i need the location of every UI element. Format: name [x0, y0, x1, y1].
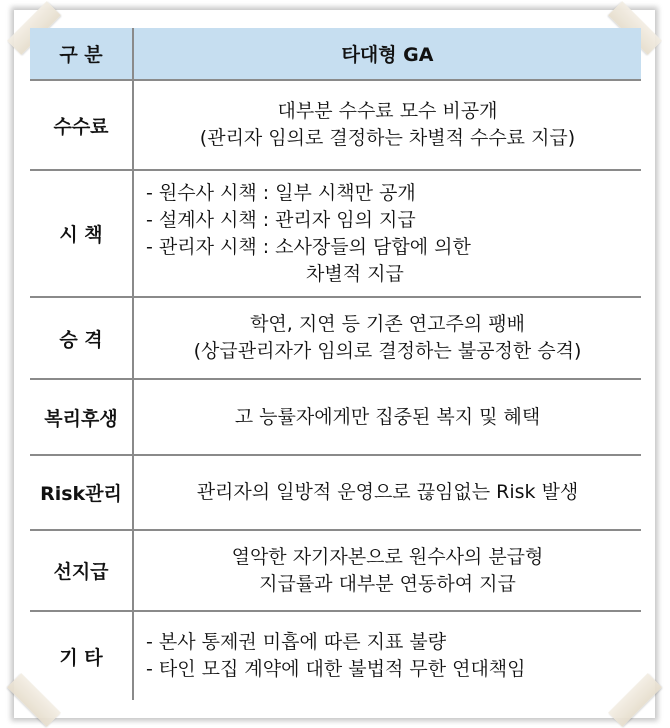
- row-description: [133, 297, 641, 379]
- description-line: 열악한 자기자본으로 원수사의 분급형: [231, 545, 544, 568]
- description-line: (관리자 임의로 결정하는 차별적 수수료 지급): [199, 127, 576, 149]
- table-row: [30, 611, 641, 700]
- table-row: [30, 297, 641, 379]
- description-line: 지급률과 대부분 연동하여 지급: [259, 572, 516, 595]
- table-row: [30, 530, 641, 611]
- row-category: 복리후생: [30, 379, 133, 455]
- description-line: - 설계사 시책 : 관리자 임의 지급: [146, 208, 416, 231]
- row-category: Risk관리: [30, 455, 133, 530]
- header-row: [30, 28, 641, 80]
- table-row: [30, 379, 641, 455]
- row-description: [133, 455, 641, 530]
- row-category: 승 격: [30, 297, 133, 379]
- description-line: - 본사 통제권 미흡에 따른 지표 불량: [146, 631, 447, 653]
- description-line: 고 능률자에게만 집중된 복지 및 혜택: [234, 405, 541, 428]
- description-line: 차별적 지급: [306, 262, 404, 285]
- description-line: 대부분 수수료 모수 비공개: [277, 100, 498, 122]
- description-line: 관리자의 일방적 운영으로 끊임없는 Risk 발생: [196, 481, 579, 503]
- row-description: [133, 170, 641, 297]
- description-line: 학연, 지연 등 기존 연고주의 팽배: [250, 313, 525, 335]
- row-category: 기 타: [30, 611, 133, 700]
- row-category: 시 책: [30, 170, 133, 297]
- row-category: 수수료: [30, 80, 133, 170]
- description-line: - 타인 모집 계약에 대한 불법적 무한 연대책임: [146, 658, 526, 680]
- description-line: - 원수사 시책 : 일부 시책만 공개: [146, 181, 416, 204]
- table-row: [30, 170, 641, 297]
- row-description: [133, 611, 641, 700]
- comparison-table: [30, 28, 641, 700]
- row-description: [133, 80, 641, 170]
- row-description: [133, 379, 641, 455]
- row-description: [133, 530, 641, 611]
- description-line: - 관리자 시책 : 소사장들의 담합에 의한: [146, 235, 471, 258]
- header-category: 구 분: [30, 28, 133, 80]
- header-description: 타대형 GA: [133, 28, 641, 80]
- table-row: [30, 80, 641, 170]
- row-category: 선지급: [30, 530, 133, 611]
- description-line: (상급관리자가 임의로 결정하는 불공정한 승격): [193, 340, 582, 362]
- table-row: [30, 455, 641, 530]
